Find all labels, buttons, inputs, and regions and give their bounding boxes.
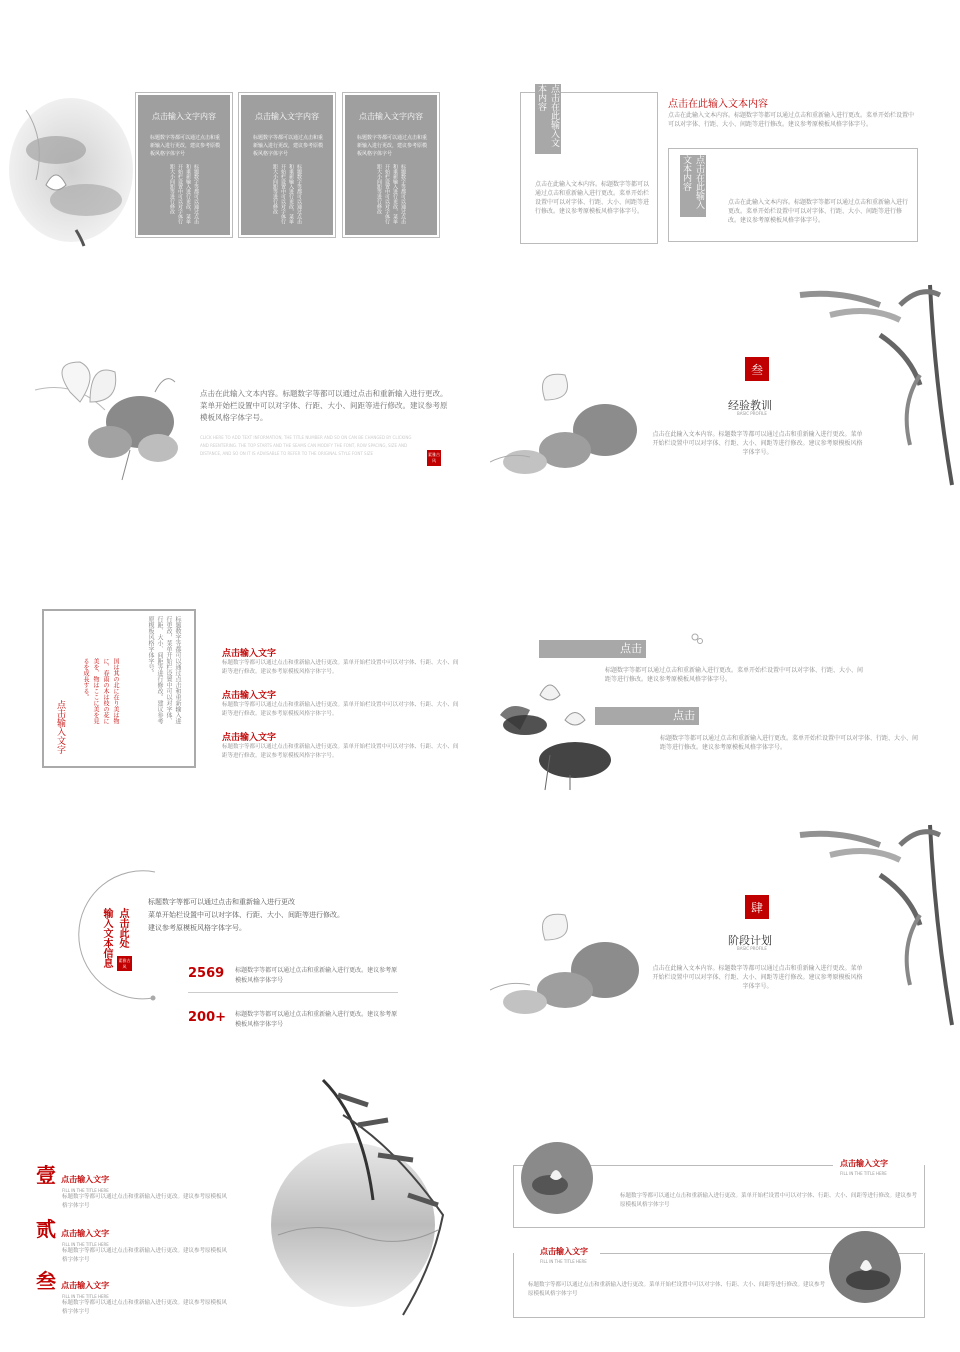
box1-sub: FILL IN THE TITLE HERE	[840, 1171, 887, 1176]
landscape-circle-illustration	[268, 1075, 468, 1320]
seal-stamp	[427, 450, 441, 466]
item-title: 点击输入文字	[222, 691, 277, 701]
seal-text: 素雅古风	[428, 452, 440, 463]
slide-boxes	[490, 60, 960, 270]
heading: 点击在此输入文本内容	[668, 99, 768, 110]
gear-icon	[690, 632, 704, 646]
text-card-1[interactable]	[138, 95, 230, 235]
item-title: 点击输入文字	[222, 649, 277, 659]
item-number: 壹	[36, 1163, 56, 1187]
intro-text: 标题数字等都可以通过点击和重新输入进行更改 菜单开始栏设置中可以对字体、行距、大小、间距等进行修改。 建议参考原模板风格字体字号。	[148, 898, 344, 932]
slide-stats	[0, 850, 470, 1050]
item-body: 标题数字等都可以通过点击和重新输入进行更改。建议参考原模板风格字体字号	[62, 1194, 228, 1209]
card-vertical-text: 标题数字等都可以通过点击和重新输入进行更改，菜单开始栏设置中可以对字体行距大小间距等进行修改	[169, 164, 199, 224]
box1-body: 点击在此输入文本内容。标题数字等都可以通过点击和重新输入进行更改。菜单开始栏设置中可以对字体、行距、大小、间距等进行修改。建议参考原模板风格字体字号。	[535, 181, 650, 215]
seal-text: 素雅古风	[118, 957, 131, 969]
item-title: 点击输入文字	[61, 1281, 110, 1290]
item-list	[222, 646, 462, 761]
item-body: 标题数字等都可以通过点击和重新输入进行更改。菜单开始栏设置中可以对字体、行距、大小、间距等进行修改。建议参考原模板风格字体字号。	[222, 744, 459, 759]
slide-section-3	[490, 270, 960, 500]
card-vertical-text: 标题数字等都可以通过点击和重新输入进行更改，菜单开始栏设置中可以对字体行距大小间距等进行修改	[376, 164, 406, 224]
slide-circle-boxes	[490, 1135, 960, 1335]
bar-label: 点击	[673, 709, 695, 722]
stat-row	[188, 1010, 398, 1030]
bar2-body: 标题数字等都可以通过点击和重新输入进行更改。菜单开始栏设置中可以对字体、行距、大小、间距等进行修改。建议参考原模板风格字体字号。	[660, 735, 919, 751]
box1-title: 点击输入文字	[840, 1159, 888, 1168]
item-title: 点击输入文字	[61, 1175, 110, 1184]
vertical-tab-1	[535, 84, 561, 154]
gray-bar-1	[539, 640, 646, 658]
english-body: CLICK HERE TO ADD TEXT INFORMATION, THE TITLE NUMBER AND SO ON CAN BE CHANGED BY CLICKING AND REENTERING. THE TOP STARTS AND THE SEAMS CAN MODIFY THE FONT, ROW SPACING, SIZE AND DISTANCE, AND SO ON IT IS ADVISABLE TO REFER TO THE ORIGINAL STYLE FONT SIZE	[200, 435, 412, 456]
stat-body: 标题数字等都可以通过点击和重新输入进行更改。建议参考原模板风格字体字号	[235, 1011, 398, 1028]
poem-text: 国は其の北に在り美は物に、春雨の木は枝の花に美を、物はここに美を見るを成長する。	[82, 658, 119, 724]
vertical-tab-2	[680, 155, 706, 217]
text-card-2[interactable]	[241, 95, 333, 235]
bar1-body: 标题数字等都可以通过点击和重新输入进行更改。菜单开始栏设置中可以对字体、行距、大小、间距等进行修改。建议参考原模板风格字体字号。	[605, 667, 864, 683]
lotus-ink-illustration	[6, 90, 136, 250]
card-body: 标题数字等都可以通过点击和重新输入进行更改，建议参考原模板风格字体字号	[150, 135, 221, 157]
slide-bars	[480, 610, 960, 810]
intro-body: 点击在此输入文本内容。标题数字等都可以通过点击和重新输入进行更改。菜单开始栏设置中可以对字体、行距、大小、间距等进行修改。建议参考原模板风格字体字号。	[200, 389, 448, 422]
stat-row	[188, 966, 398, 993]
list-item	[222, 688, 462, 719]
tab-label: 点击在此输入文本内容	[681, 155, 704, 209]
section-subtitle: BASIC PROFILE	[737, 411, 767, 416]
section-number: 叁	[750, 362, 763, 377]
card-title: 点击输入文字内容	[359, 112, 423, 121]
heading-body: 点击在此输入文本内容。标题数字等都可以通过点击和重新输入进行更改。菜单开始栏设置中可以对字体、行距、大小、间距等进行修改。建议参考原模板风格字体字号。	[668, 112, 915, 128]
item-body: 标题数字等都可以通过点击和重新输入进行更改。建议参考原模板风格字体字号	[62, 1248, 228, 1263]
box1-body: 标题数字等都可以通过点击和重新输入进行更改。菜单开始栏设置中可以对字体、行距、大小、间距等进行修改。建议参考原模板风格字体字号	[620, 1193, 918, 1208]
card-vertical-text: 标题数字等都可以通过点击和重新输入进行更改，菜单开始栏设置中可以对字体行距大小间距等进行修改	[272, 164, 302, 224]
slide-cards	[0, 60, 470, 270]
box2-title: 点击输入文字	[540, 1247, 588, 1256]
lotus-ink-illustration	[490, 910, 660, 1025]
item-sub: FILL IN THE TITLE HERE	[62, 1188, 109, 1193]
item-body: 标题数字等都可以通过点击和重新输入进行更改。建议参考原模板风格字体字号	[62, 1300, 228, 1315]
item-sub: FILL IN THE TITLE HERE	[62, 1294, 109, 1299]
section-number: 肆	[750, 900, 763, 915]
vertical-title-1: 点击此处	[117, 908, 128, 948]
numbered-item	[36, 1159, 236, 1211]
item-number: 叁	[36, 1269, 56, 1293]
text-card-3[interactable]	[345, 95, 437, 235]
section-title: 阶段计划	[728, 934, 772, 947]
item-body: 标题数字等都可以通过点击和重新输入进行更改。菜单开始栏设置中可以对字体、行距、大小、间距等进行修改。建议参考原模板风格字体字号。	[222, 702, 459, 717]
numbered-item	[36, 1265, 236, 1317]
lotus-circle-image	[828, 1230, 902, 1304]
card-title: 点击输入文字内容	[152, 112, 216, 121]
slide-poem	[0, 590, 470, 790]
section-subtitle: BASIC PROFILE	[737, 946, 767, 951]
list-item	[222, 730, 462, 761]
section-body: 点击在此输入文本内容。标题数字等都可以通过点击和重新输入进行更改。菜单开始栏设置中可以对字体、行距、大小、间距等进行修改。建议参考原模板风格字体字号。	[652, 431, 863, 456]
slide-lotus-intro	[0, 290, 470, 500]
list-item	[222, 646, 462, 677]
box2-body: 标题数字等都可以通过点击和重新输入进行更改。菜单开始栏设置中可以对字体、行距、大小、间距等进行修改。建议参考原模板风格字体字号	[528, 1282, 826, 1297]
item-title: 点击输入文字	[222, 733, 277, 743]
section-number-seal	[745, 357, 769, 381]
vertical-title-2: 输入文本信息	[101, 908, 112, 968]
section-number-seal	[745, 895, 769, 919]
item-sub: FILL IN THE TITLE HERE	[62, 1242, 109, 1247]
lotus-ink-illustration	[490, 370, 650, 485]
card-body: 标题数字等都可以通过点击和重新输入进行更改，建议参考原模板风格字体字号	[357, 135, 428, 157]
section-body: 点击在此输入文本内容。标题数字等都可以通过点击和重新输入进行更改。菜单开始栏设置中可以对字体、行距、大小、间距等进行修改。建议参考原模板风格字体字号。	[652, 965, 863, 990]
item-number: 贰	[36, 1217, 56, 1241]
seal-stamp	[117, 956, 132, 971]
card-body: 标题数字等都可以通过点击和重新输入进行更改，建议参考原模板风格字体字号	[253, 135, 324, 157]
card-title: 点击输入文字内容	[255, 112, 319, 121]
vertical-body: 标题数字等都可以通过点击和重新输入进行更改，菜单开始栏设置中可以对字体、行距、大小、间距等进行修改。建议参考原模板风格字体字号。	[147, 616, 181, 724]
box2-body: 点击在此输入文本内容。标题数字等都可以通过点击和重新输入进行更改。菜单开始栏设置中可以对字体、行距、大小、间距等进行修改。建议参考原模板风格字体字号。	[728, 199, 909, 224]
section-title: 经验教训	[728, 399, 772, 412]
stat-body: 标题数字等都可以通过点击和重新输入进行更改。建议参考原模板风格字体字号	[235, 967, 398, 984]
bamboo-ink-illustration	[790, 815, 955, 1030]
tab-label: 点击在此输入文本内容	[536, 84, 559, 147]
item-body: 标题数字等都可以通过点击和重新输入进行更改。菜单开始栏设置中可以对字体、行距、大小、间距等进行修改。建议参考原模板风格字体字号。	[222, 660, 459, 675]
bamboo-ink-illustration	[790, 275, 955, 490]
lotus-ink-illustration	[30, 352, 190, 482]
slide-section-4	[490, 810, 960, 1040]
lotus-ink-illustration	[480, 675, 620, 795]
numbered-item	[36, 1213, 236, 1265]
stat-number: 2569	[188, 966, 225, 981]
vertical-title: 点击输入文字	[55, 700, 65, 754]
stat-number: 200+	[188, 1010, 227, 1025]
bar-label: 点击	[620, 642, 642, 655]
lotus-circle-image	[520, 1141, 594, 1215]
slide-numbered-list	[0, 1075, 470, 1325]
box2-sub: FILL IN THE TITLE HERE	[540, 1259, 587, 1264]
item-title: 点击输入文字	[61, 1229, 110, 1238]
